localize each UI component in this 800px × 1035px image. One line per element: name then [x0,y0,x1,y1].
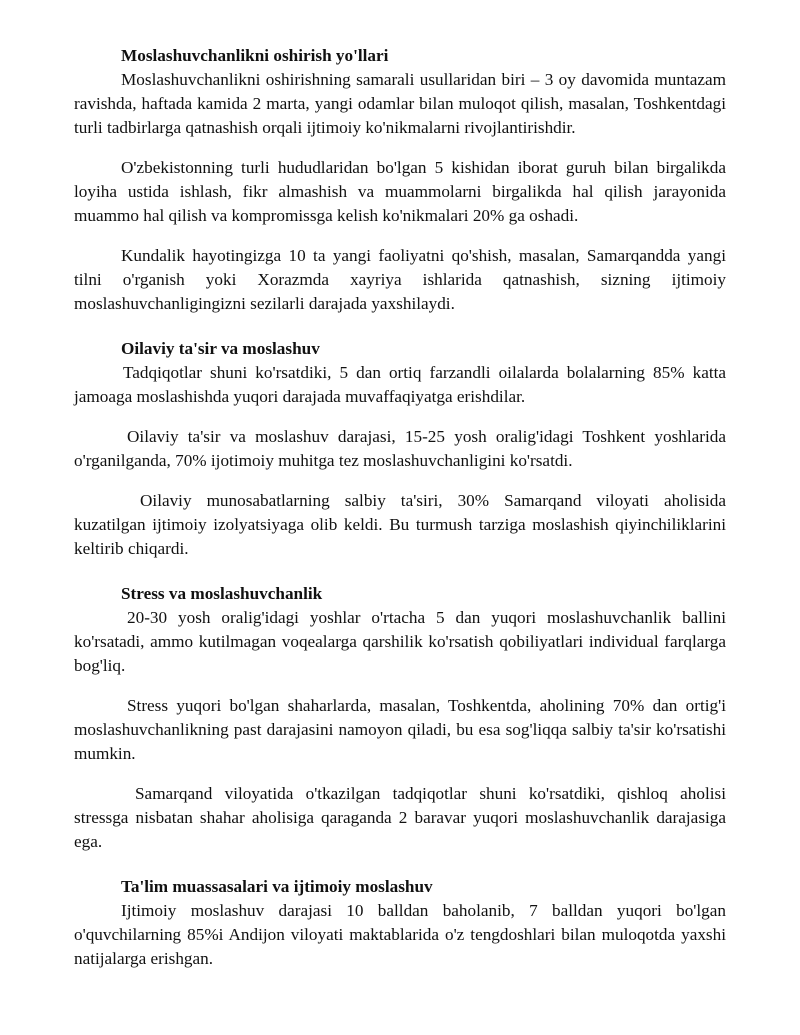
section-heading: Ta'lim muassasalari va ijtimoiy moslashuv [121,877,433,896]
section-heading: Moslashuvchanlikni oshirish yo'llari [121,46,389,65]
paragraph: Oilaviy munosabatlarning salbiy ta'siri, 30% Samarqand viloyati aholisida kuzatilgan ijtimoiy izolyatsiyaga olib keldi. Bu turmush tarziga moslashish qiyinchiliklarini keltirib chiqardi. [74,491,726,558]
paragraph: Oilaviy ta'sir va moslashuv darajasi, 15-25 yosh oralig'idagi Toshkent yoshlarida o'rganilganda, 70% ijotimoiy muhitga tez moslashuvchanligini ko'rsatdi. [74,427,726,470]
paragraph: Samarqand viloyatida o'tkazilgan tadqiqotlar shuni ko'rsatdiki, qishloq aholisi stressga nisbatan shahar aholisiga qaraganda 2 baravar yuqori moslashuvchanlik darajasiga ega. [74,784,726,851]
paragraph: Stress yuqori bo'lgan shaharlarda, masalan, Toshkentda, aholining 70% dan ortig'i moslashuvchanlikning past darajasini namoyon qiladi, bu esa sog'liqqa salbiy ta'sir ko'rsatishi mumkin. [74,696,726,763]
section-heading: Oilaviy ta'sir va moslashuv [121,339,320,358]
paragraph: Kundalik hayotingizga 10 ta yangi faoliyatni qo'shish, masalan, Samarqandda yangi tilni o'rganish yoki Xorazmda xayriya ishlarida qatnashish, sizning ijtimoiy moslashuvchanligingizni sezilarli darajada yaxshilaydi. [74,246,726,313]
section-heading: Stress va moslashuvchanlik [121,584,323,603]
paragraph: 20-30 yosh oralig'idagi yoshlar o'rtacha 5 dan yuqori moslashuvchanlik ballini ko'rsatadi, ammo kutilmagan voqealarga qarshilik ko'rsatish qobiliyatlari individual farqlarga bog'liq. [74,608,726,675]
document-page [74,44,726,971]
paragraph: Moslashuvchanlikni oshirishning samarali usullaridan biri – 3 oy davomida muntazam ravishda, haftada kamida 2 marta, yangi odamlar bilan muloqot qilish, masalan, Toshkentdagi turli tadbirlarga qatnashish orqali ijtimoiy ko'nikmalarni rivojlantirishdir. [74,70,726,137]
paragraph: Tadqiqotlar shuni ko'rsatdiki, 5 dan ortiq farzandli oilalarda bolalarning 85% katta jamoaga moslashishda yuqori darajada muvaffaqiyatga erishdilar. [74,363,726,406]
paragraph: O'zbekistonning turli hududlaridan bo'lgan 5 kishidan iborat guruh bilan birgalikda loyiha ustida ishlash, fikr almashish va muammolarni birgalikda hal qilish jarayonida muammo hal qilish va kompromissga kelish ko'nikmalari 20% ga oshadi. [74,158,726,225]
paragraph: Ijtimoiy moslashuv darajasi 10 balldan baholanib, 7 balldan yuqori bo'lgan o'quvchilarning 85%i Andijon viloyati maktablarida o'z tengdoshlari bilan muloqotda yaxshi natijalarga erishgan. [74,901,726,968]
